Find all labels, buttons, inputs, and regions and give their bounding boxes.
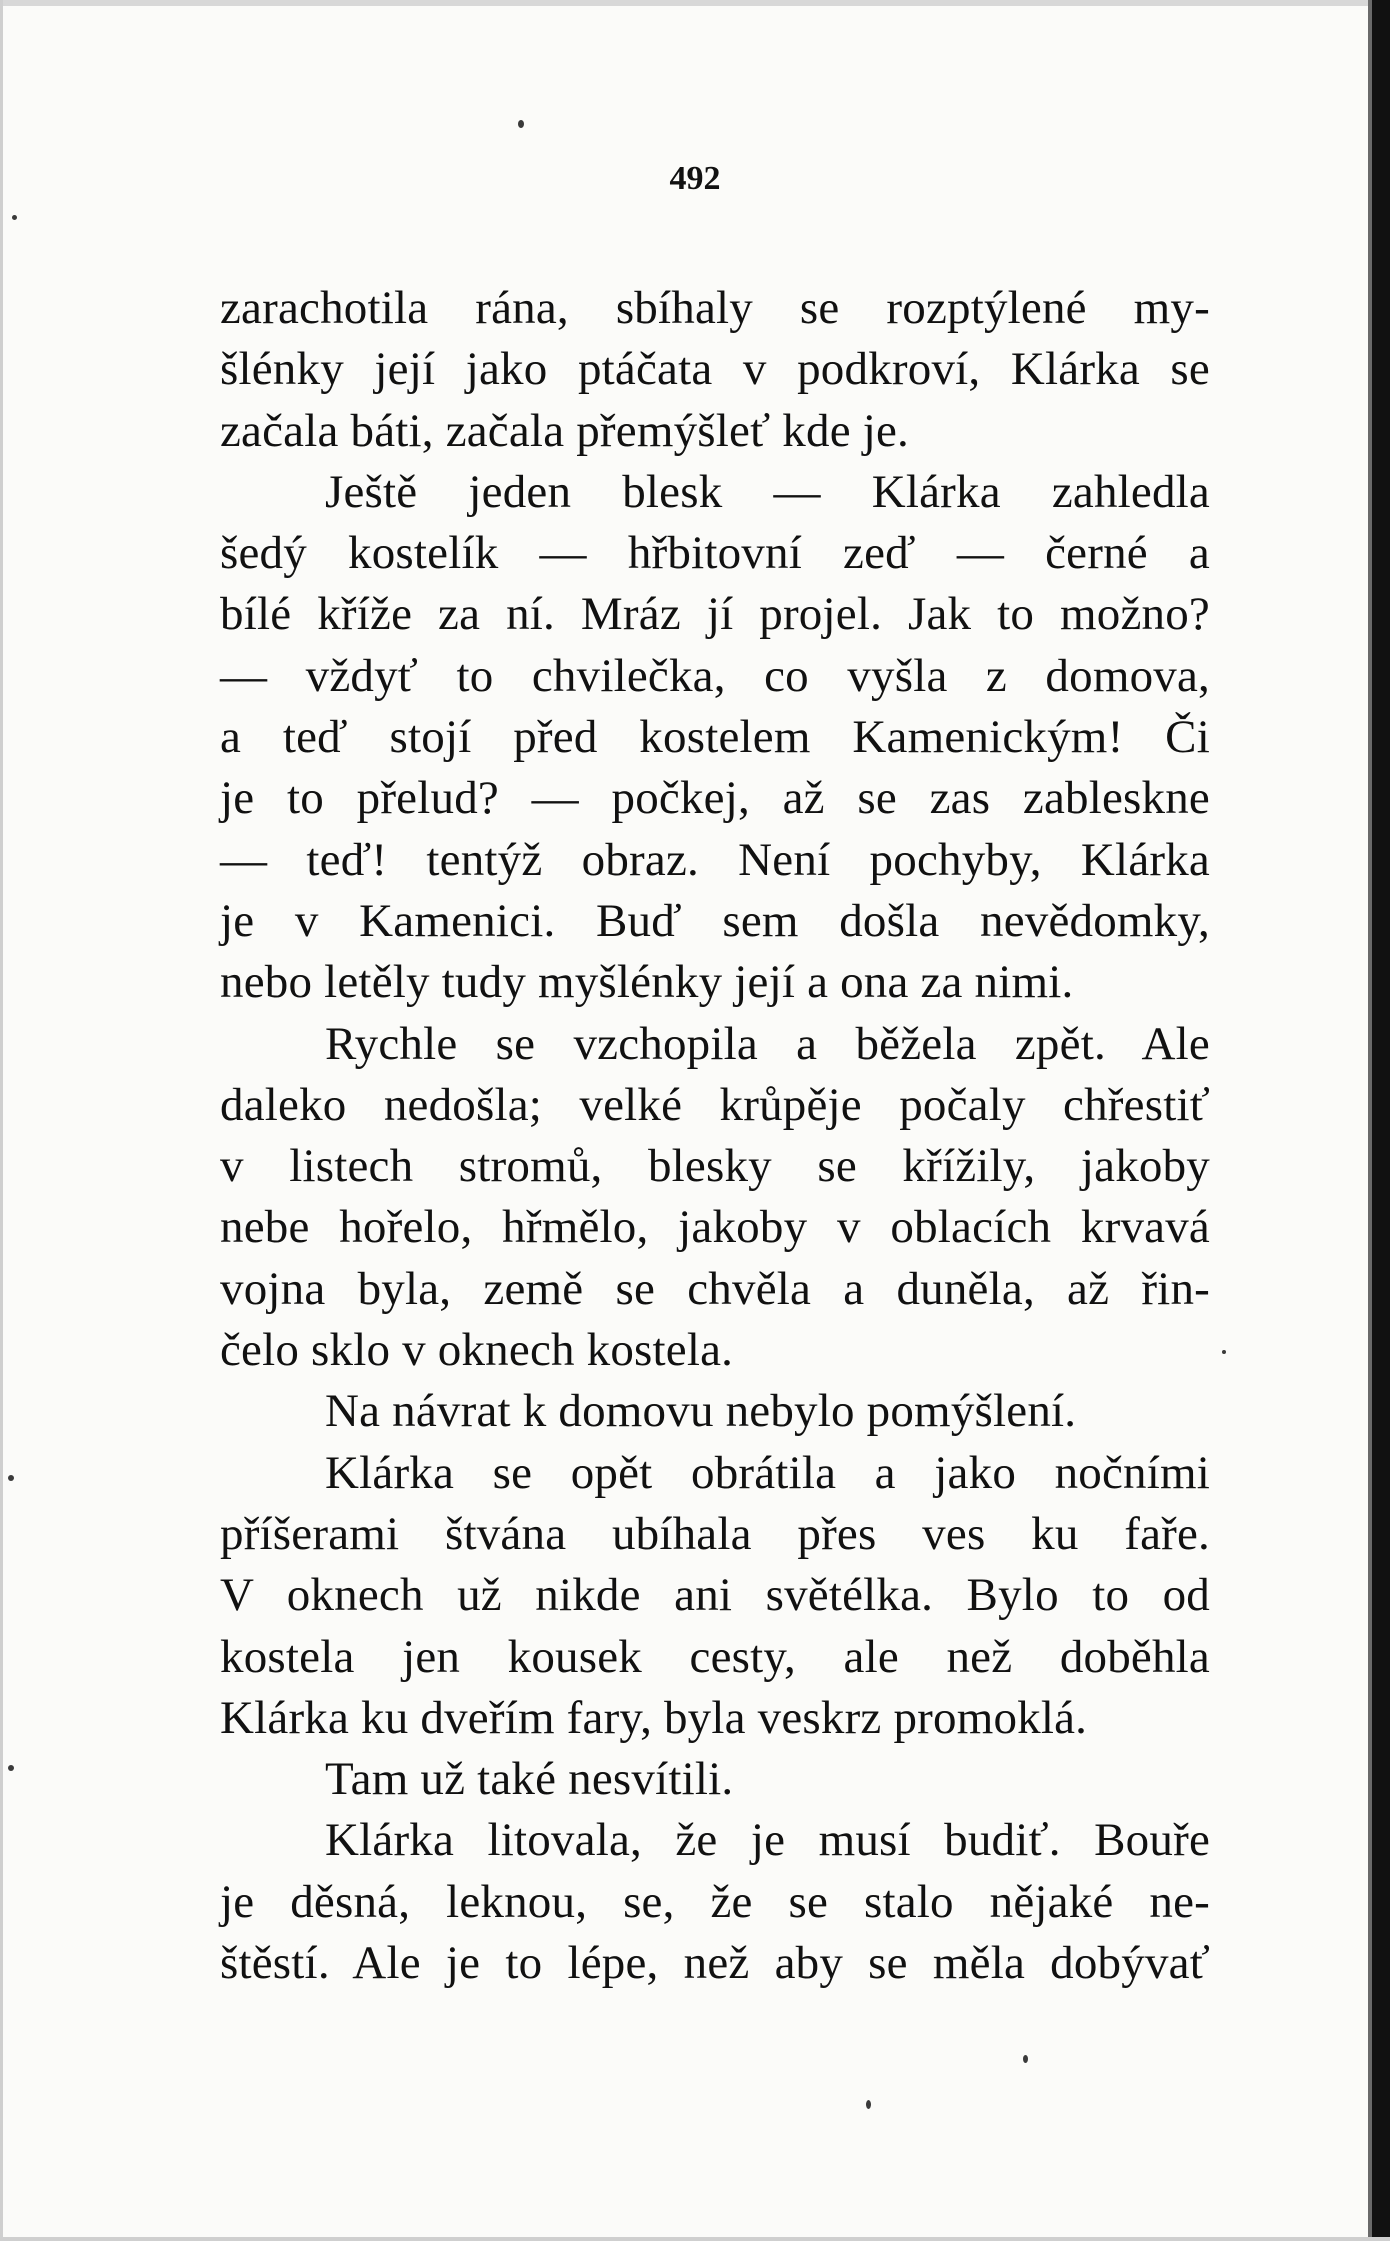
text-line: štěstí. Ale je to lépe, než aby se měla dobývať xyxy=(220,1937,1210,1990)
text-line: příšerami štvána ubíhala přes ves ku faře. xyxy=(220,1507,1210,1560)
scan-speck xyxy=(1023,2055,1028,2063)
text-line: — vždyť to chvilečka, co vyšla z domova, xyxy=(220,649,1210,702)
text-line: vojna byla, země se chvěla a duněla, až řin- xyxy=(220,1262,1210,1315)
text-line: bílé kříže za ní. Mráz jí projel. Jak to možno? xyxy=(220,588,1210,641)
text-line: Ještě jeden blesk — Klárka zahledla xyxy=(325,465,1210,518)
text-line: a teď stojí před kostelem Kamenickým! Či xyxy=(220,711,1210,764)
page-top-edge xyxy=(0,0,1390,6)
text-line: Tam už také nesvítili. xyxy=(325,1753,734,1806)
text-line: šlénky její jako ptáčata v podkroví, Klárka se xyxy=(220,343,1210,396)
text-line: zarachotila rána, sbíhaly se rozptýlené my- xyxy=(220,282,1210,334)
text-line: — teď! tentýž obraz. Není pochyby, Klárka xyxy=(220,833,1210,886)
scan-speck xyxy=(12,215,17,220)
page-number: 492 xyxy=(669,160,721,197)
text-line: šedý kostelík — hřbitovní zeď — černé a xyxy=(220,527,1210,580)
text-line: čelo sklo v oknech kostela. xyxy=(220,1324,734,1377)
scan-speck xyxy=(8,1475,14,1481)
text-line: Rychle se vzchopila a běžela zpět. Ale xyxy=(325,1017,1210,1070)
text-line: Klárka litovala, že je musí budiť. Bouře xyxy=(325,1814,1210,1867)
text-line: v listech stromů, blesky se křížily, jakoby xyxy=(220,1140,1210,1193)
body-text xyxy=(220,278,1210,1994)
text-line: je děsná, leknou, se, že se stalo nějaké ne- xyxy=(220,1875,1210,1928)
text-line: nebe hořelo, hřmělo, jakoby v oblacích krvavá xyxy=(220,1201,1210,1254)
scan-speck xyxy=(8,1765,14,1771)
text-line: kostela jen kousek cesty, ale než doběhla xyxy=(220,1630,1210,1683)
page-left-edge xyxy=(0,0,3,2241)
text-line: nebo letěly tudy myšlénky její a ona za nimi. xyxy=(220,956,1074,1009)
text-line: Klárka ku dveřím fary, byla veskrz promoklá. xyxy=(220,1691,1088,1744)
scan-speck xyxy=(518,120,524,128)
scan-speck xyxy=(1222,1350,1226,1354)
text-line: je to přelud? — počkej, až se zas zableskne xyxy=(220,772,1210,825)
text-line: začala báti, začala přemýšleť kde je. xyxy=(220,404,909,457)
scan-speck xyxy=(866,2100,871,2109)
text-line: Na návrat k domovu nebylo pomýšlení. xyxy=(325,1385,1077,1438)
page-right-edge xyxy=(1372,0,1390,2241)
page-bottom-edge xyxy=(0,2237,1390,2241)
text-line: V oknech už nikde ani světélka. Bylo to od xyxy=(220,1569,1210,1622)
text-line: daleko nedošla; velké krůpěje počaly chřestiť xyxy=(220,1078,1210,1131)
text-line: je v Kamenici. Buď sem došla nevědomky, xyxy=(220,894,1210,947)
text-line: Klárka se opět obrátila a jako nočními xyxy=(325,1446,1210,1499)
